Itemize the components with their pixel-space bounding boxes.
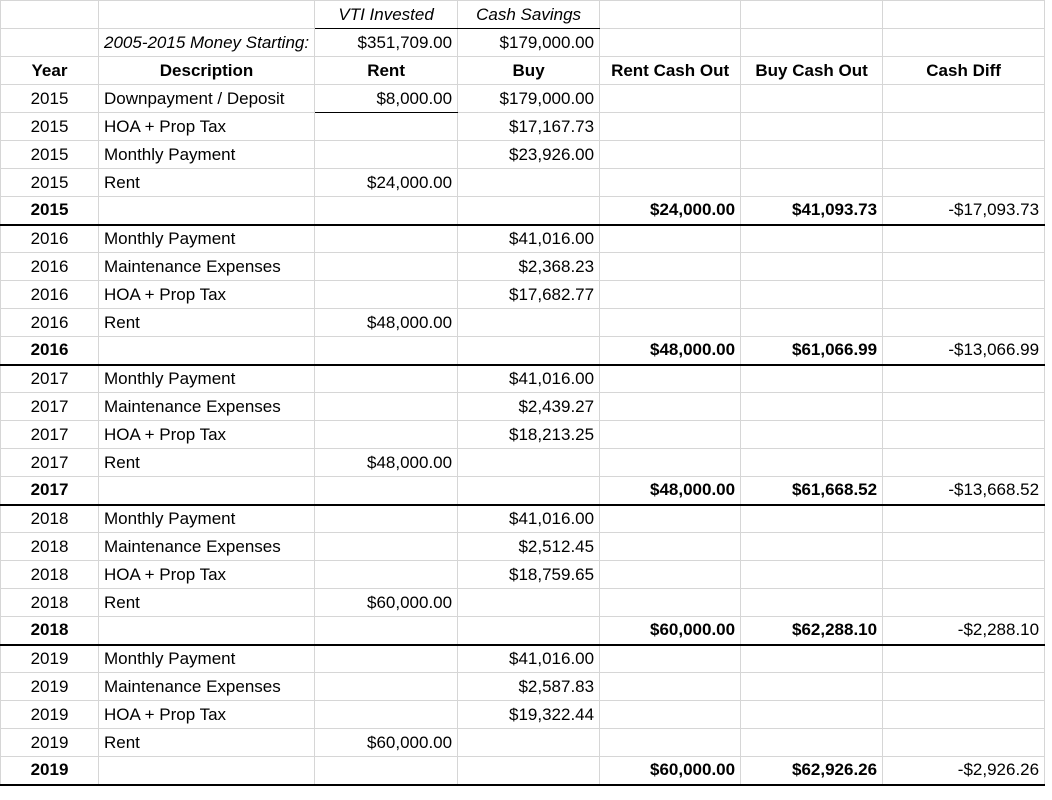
cell-blank[interactable]: [741, 1, 883, 29]
description-cell[interactable]: Monthly Payment: [99, 505, 315, 533]
rent-cash-out-cell[interactable]: $48,000.00: [600, 337, 741, 365]
rent-cell[interactable]: [315, 197, 458, 225]
rent-cash-out-cell[interactable]: [600, 421, 741, 449]
table-row: [1, 393, 1045, 421]
rent-cash-out-cell[interactable]: [600, 673, 741, 701]
rent-cell[interactable]: [315, 645, 458, 673]
buy-cash-out-cell[interactable]: [741, 169, 883, 197]
buy-cell[interactable]: [458, 449, 600, 477]
rent-cell[interactable]: $48,000.00: [315, 309, 458, 337]
buy-cash-out-cell[interactable]: [741, 85, 883, 113]
buy-cash-out-cell[interactable]: [741, 729, 883, 757]
year-cell[interactable]: 2018: [1, 589, 99, 617]
rent-cell[interactable]: $24,000.00: [315, 169, 458, 197]
cash-diff-cell[interactable]: -$2,926.26: [883, 757, 1045, 785]
rent-cell[interactable]: [315, 337, 458, 365]
description-cell[interactable]: [99, 617, 315, 645]
description-cell[interactable]: Downpayment / Deposit: [99, 85, 315, 113]
buy-cell[interactable]: $179,000.00: [458, 85, 600, 113]
starting-vti-value[interactable]: $351,709.00: [315, 29, 458, 57]
cash-diff-cell[interactable]: [883, 253, 1045, 281]
buy-cash-out-cell[interactable]: [741, 645, 883, 673]
description-cell[interactable]: [99, 477, 315, 505]
buy-cash-out-cell[interactable]: [741, 281, 883, 309]
description-cell[interactable]: Rent: [99, 449, 315, 477]
year-cell[interactable]: 2018: [1, 617, 99, 645]
rent-cell[interactable]: [315, 673, 458, 701]
rent-cash-out-cell[interactable]: [600, 141, 741, 169]
buy-cash-out-cell[interactable]: [741, 253, 883, 281]
cash-diff-cell[interactable]: [883, 85, 1045, 113]
cash-diff-cell[interactable]: [883, 393, 1045, 421]
cash-diff-cell[interactable]: [883, 505, 1045, 533]
cash-diff-cell[interactable]: [883, 169, 1045, 197]
vti-invested-header[interactable]: VTI Invested: [315, 1, 458, 29]
cell-blank[interactable]: [1, 1, 99, 29]
buy-cell[interactable]: [458, 729, 600, 757]
cash-diff-cell[interactable]: [883, 365, 1045, 393]
table-row: [1, 421, 1045, 449]
buy-cash-out-cell[interactable]: $41,093.73: [741, 197, 883, 225]
year-cell[interactable]: 2016: [1, 309, 99, 337]
table-row: [1, 673, 1045, 701]
cash-diff-cell[interactable]: [883, 281, 1045, 309]
year-total-row: [1, 197, 1045, 225]
description-cell[interactable]: Rent: [99, 729, 315, 757]
buy-cell[interactable]: [458, 337, 600, 365]
buy-cash-out-cell[interactable]: [741, 505, 883, 533]
rent-cell[interactable]: [315, 561, 458, 589]
description-column-header[interactable]: Description: [99, 57, 315, 85]
rent-cell[interactable]: [315, 281, 458, 309]
table-row: [1, 365, 1045, 393]
year-cell[interactable]: 2018: [1, 561, 99, 589]
buy-cell[interactable]: $17,682.77: [458, 281, 600, 309]
cash-diff-cell[interactable]: [883, 729, 1045, 757]
cash-diff-cell[interactable]: -$13,066.99: [883, 337, 1045, 365]
cash-diff-cell[interactable]: [883, 141, 1045, 169]
year-total-row: [1, 757, 1045, 785]
rent-cash-out-cell[interactable]: $60,000.00: [600, 757, 741, 785]
year-total-row: [1, 617, 1045, 645]
buy-cell[interactable]: [458, 169, 600, 197]
buy-cash-out-cell[interactable]: $61,066.99: [741, 337, 883, 365]
starting-money-row: [1, 29, 1045, 57]
cash-diff-cell[interactable]: [883, 421, 1045, 449]
top-header-row: [1, 1, 1045, 29]
table-row: [1, 645, 1045, 673]
year-column-header[interactable]: Year: [1, 57, 99, 85]
buy-cell[interactable]: [458, 477, 600, 505]
buy-column-header[interactable]: Buy: [458, 57, 600, 85]
table-row: [1, 281, 1045, 309]
table-row: [1, 449, 1045, 477]
buy-cell[interactable]: $2,587.83: [458, 673, 600, 701]
cash-diff-cell[interactable]: [883, 645, 1045, 673]
rent-cash-out-cell[interactable]: [600, 589, 741, 617]
year-cell[interactable]: 2017: [1, 449, 99, 477]
year-cell[interactable]: 2016: [1, 281, 99, 309]
buy-cell[interactable]: $2,512.45: [458, 533, 600, 561]
buy-cash-out-cell[interactable]: [741, 533, 883, 561]
description-cell[interactable]: Monthly Payment: [99, 141, 315, 169]
buy-cell[interactable]: $17,167.73: [458, 113, 600, 141]
year-cell[interactable]: 2018: [1, 505, 99, 533]
year-total-row: [1, 477, 1045, 505]
buy-cash-out-cell[interactable]: $62,926.26: [741, 757, 883, 785]
starting-cash-value[interactable]: $179,000.00: [458, 29, 600, 57]
rent-cell[interactable]: [315, 533, 458, 561]
description-cell[interactable]: Monthly Payment: [99, 365, 315, 393]
cell-blank[interactable]: [600, 1, 741, 29]
rent-cash-out-cell[interactable]: [600, 365, 741, 393]
buy-cash-out-cell[interactable]: [741, 309, 883, 337]
year-cell[interactable]: 2016: [1, 337, 99, 365]
year-cell[interactable]: 2017: [1, 393, 99, 421]
description-cell[interactable]: Rent: [99, 589, 315, 617]
cash-diff-cell[interactable]: -$2,288.10: [883, 617, 1045, 645]
rent-cell[interactable]: $60,000.00: [315, 729, 458, 757]
rent-cash-out-cell[interactable]: [600, 645, 741, 673]
rent-cell[interactable]: [315, 253, 458, 281]
table-row: [1, 561, 1045, 589]
cell-blank[interactable]: [99, 1, 315, 29]
year-cell[interactable]: 2017: [1, 365, 99, 393]
rent-cash-out-cell[interactable]: $60,000.00: [600, 617, 741, 645]
table-row: [1, 141, 1045, 169]
rent-cash-out-cell[interactable]: [600, 449, 741, 477]
table-row: [1, 533, 1045, 561]
description-cell[interactable]: Monthly Payment: [99, 225, 315, 253]
year-cell[interactable]: 2017: [1, 477, 99, 505]
description-cell[interactable]: HOA + Prop Tax: [99, 701, 315, 729]
table-row: [1, 309, 1045, 337]
description-cell[interactable]: Maintenance Expenses: [99, 673, 315, 701]
buy-cash-out-cell[interactable]: [741, 113, 883, 141]
cash-diff-cell[interactable]: [883, 673, 1045, 701]
description-cell[interactable]: [99, 197, 315, 225]
buy-cash-out-cell[interactable]: [741, 701, 883, 729]
year-cell[interactable]: 2018: [1, 533, 99, 561]
rent-cash-out-cell[interactable]: [600, 393, 741, 421]
buy-cell[interactable]: [458, 197, 600, 225]
rent-cell[interactable]: [315, 477, 458, 505]
buy-cash-out-cell[interactable]: $62,288.10: [741, 617, 883, 645]
year-cell[interactable]: 2016: [1, 225, 99, 253]
table-row: [1, 253, 1045, 281]
buy-cash-out-cell[interactable]: $61,668.52: [741, 477, 883, 505]
buy-cell[interactable]: $41,016.00: [458, 365, 600, 393]
table-row: [1, 589, 1045, 617]
buy-cash-out-cell[interactable]: [741, 673, 883, 701]
year-total-row: [1, 337, 1045, 365]
rent-cell[interactable]: $48,000.00: [315, 449, 458, 477]
rent-cell[interactable]: [315, 365, 458, 393]
buy-cash-out-cell[interactable]: [741, 225, 883, 253]
cash-diff-cell[interactable]: [883, 589, 1045, 617]
buy-cell[interactable]: $41,016.00: [458, 505, 600, 533]
rent-cell[interactable]: $60,000.00: [315, 589, 458, 617]
rent-cash-out-cell[interactable]: [600, 85, 741, 113]
buy-cell[interactable]: $41,016.00: [458, 645, 600, 673]
table-row: [1, 701, 1045, 729]
buy-cell[interactable]: [458, 589, 600, 617]
rent-cash-out-cell[interactable]: [600, 561, 741, 589]
rent-cash-out-cell[interactable]: [600, 505, 741, 533]
cash-diff-cell[interactable]: [883, 449, 1045, 477]
rent-cell[interactable]: [315, 393, 458, 421]
cell-blank[interactable]: [1, 29, 99, 57]
rent-cash-out-cell[interactable]: [600, 169, 741, 197]
buy-cell[interactable]: $41,016.00: [458, 225, 600, 253]
cell-blank[interactable]: [883, 29, 1045, 57]
year-cell[interactable]: 2017: [1, 421, 99, 449]
rent-cell[interactable]: [315, 141, 458, 169]
table-row: [1, 729, 1045, 757]
rent-cash-out-cell[interactable]: $24,000.00: [600, 197, 741, 225]
description-cell[interactable]: HOA + Prop Tax: [99, 421, 315, 449]
rent-cell[interactable]: [315, 225, 458, 253]
buy-cash-out-cell[interactable]: [741, 449, 883, 477]
rent-cash-out-cell[interactable]: [600, 701, 741, 729]
buy-cell[interactable]: [458, 617, 600, 645]
description-cell[interactable]: HOA + Prop Tax: [99, 281, 315, 309]
cash-diff-cell[interactable]: [883, 225, 1045, 253]
buy-cell[interactable]: $2,368.23: [458, 253, 600, 281]
rent-cash-out-cell[interactable]: [600, 729, 741, 757]
year-cell[interactable]: 2019: [1, 645, 99, 673]
table-row: [1, 85, 1045, 113]
rent-cell[interactable]: [315, 505, 458, 533]
year-cell[interactable]: 2019: [1, 729, 99, 757]
cell-blank[interactable]: [600, 29, 741, 57]
description-cell[interactable]: HOA + Prop Tax: [99, 113, 315, 141]
description-cell[interactable]: Rent: [99, 169, 315, 197]
rent-cell[interactable]: [315, 113, 458, 141]
year-cell[interactable]: 2019: [1, 673, 99, 701]
table-row: [1, 169, 1045, 197]
buy-cash-out-column-header[interactable]: Buy Cash Out: [741, 57, 883, 85]
column-header-row: [1, 57, 1045, 85]
rent-cash-out-column-header[interactable]: Rent Cash Out: [600, 57, 741, 85]
rent-cell[interactable]: [315, 617, 458, 645]
buy-cell[interactable]: $2,439.27: [458, 393, 600, 421]
rent-cash-out-cell[interactable]: $48,000.00: [600, 477, 741, 505]
rent-cash-out-cell[interactable]: [600, 253, 741, 281]
buy-cell[interactable]: $18,759.65: [458, 561, 600, 589]
cell-blank[interactable]: [883, 1, 1045, 29]
rent-cash-out-cell[interactable]: [600, 309, 741, 337]
cash-diff-cell[interactable]: -$17,093.73: [883, 197, 1045, 225]
buy-cash-out-cell[interactable]: [741, 561, 883, 589]
cash-diff-column-header[interactable]: Cash Diff: [883, 57, 1045, 85]
rent-cash-out-cell[interactable]: [600, 225, 741, 253]
year-cell[interactable]: 2015: [1, 169, 99, 197]
rent-cell[interactable]: [315, 757, 458, 785]
year-cell[interactable]: 2015: [1, 197, 99, 225]
buy-cell[interactable]: $19,322.44: [458, 701, 600, 729]
description-cell[interactable]: [99, 757, 315, 785]
description-cell[interactable]: Maintenance Expenses: [99, 393, 315, 421]
rent-cash-out-cell[interactable]: [600, 533, 741, 561]
rent-cash-out-cell[interactable]: [600, 281, 741, 309]
rent-cell[interactable]: $8,000.00: [315, 85, 458, 113]
description-cell[interactable]: Maintenance Expenses: [99, 253, 315, 281]
rent-column-header[interactable]: Rent: [315, 57, 458, 85]
buy-cell[interactable]: $23,926.00: [458, 141, 600, 169]
starting-money-label[interactable]: 2005-2015 Money Starting:: [99, 29, 315, 57]
buy-cash-out-cell[interactable]: [741, 141, 883, 169]
buy-cell[interactable]: [458, 757, 600, 785]
table-row: [1, 225, 1045, 253]
cash-diff-cell[interactable]: -$13,668.52: [883, 477, 1045, 505]
buy-cash-out-cell[interactable]: [741, 589, 883, 617]
description-cell[interactable]: [99, 337, 315, 365]
cash-diff-cell[interactable]: [883, 561, 1045, 589]
year-cell[interactable]: 2019: [1, 701, 99, 729]
year-cell[interactable]: 2019: [1, 757, 99, 785]
cash-diff-cell[interactable]: [883, 309, 1045, 337]
year-cell[interactable]: 2016: [1, 253, 99, 281]
cash-diff-cell[interactable]: [883, 533, 1045, 561]
buy-cell[interactable]: [458, 309, 600, 337]
cash-diff-cell[interactable]: [883, 701, 1045, 729]
table-row: [1, 505, 1045, 533]
rent-cell[interactable]: [315, 421, 458, 449]
year-cell[interactable]: 2015: [1, 141, 99, 169]
cash-savings-header[interactable]: Cash Savings: [458, 1, 600, 29]
description-cell[interactable]: Monthly Payment: [99, 645, 315, 673]
year-cell[interactable]: 2015: [1, 85, 99, 113]
table-row: [1, 113, 1045, 141]
buy-cash-out-cell[interactable]: [741, 393, 883, 421]
buy-cell[interactable]: $18,213.25: [458, 421, 600, 449]
buy-cash-out-cell[interactable]: [741, 421, 883, 449]
rent-cell[interactable]: [315, 701, 458, 729]
year-cell[interactable]: 2015: [1, 113, 99, 141]
description-cell[interactable]: Rent: [99, 309, 315, 337]
cash-diff-cell[interactable]: [883, 113, 1045, 141]
rent-cash-out-cell[interactable]: [600, 113, 741, 141]
cell-blank[interactable]: [741, 29, 883, 57]
buy-cash-out-cell[interactable]: [741, 365, 883, 393]
description-cell[interactable]: Maintenance Expenses: [99, 533, 315, 561]
description-cell[interactable]: HOA + Prop Tax: [99, 561, 315, 589]
